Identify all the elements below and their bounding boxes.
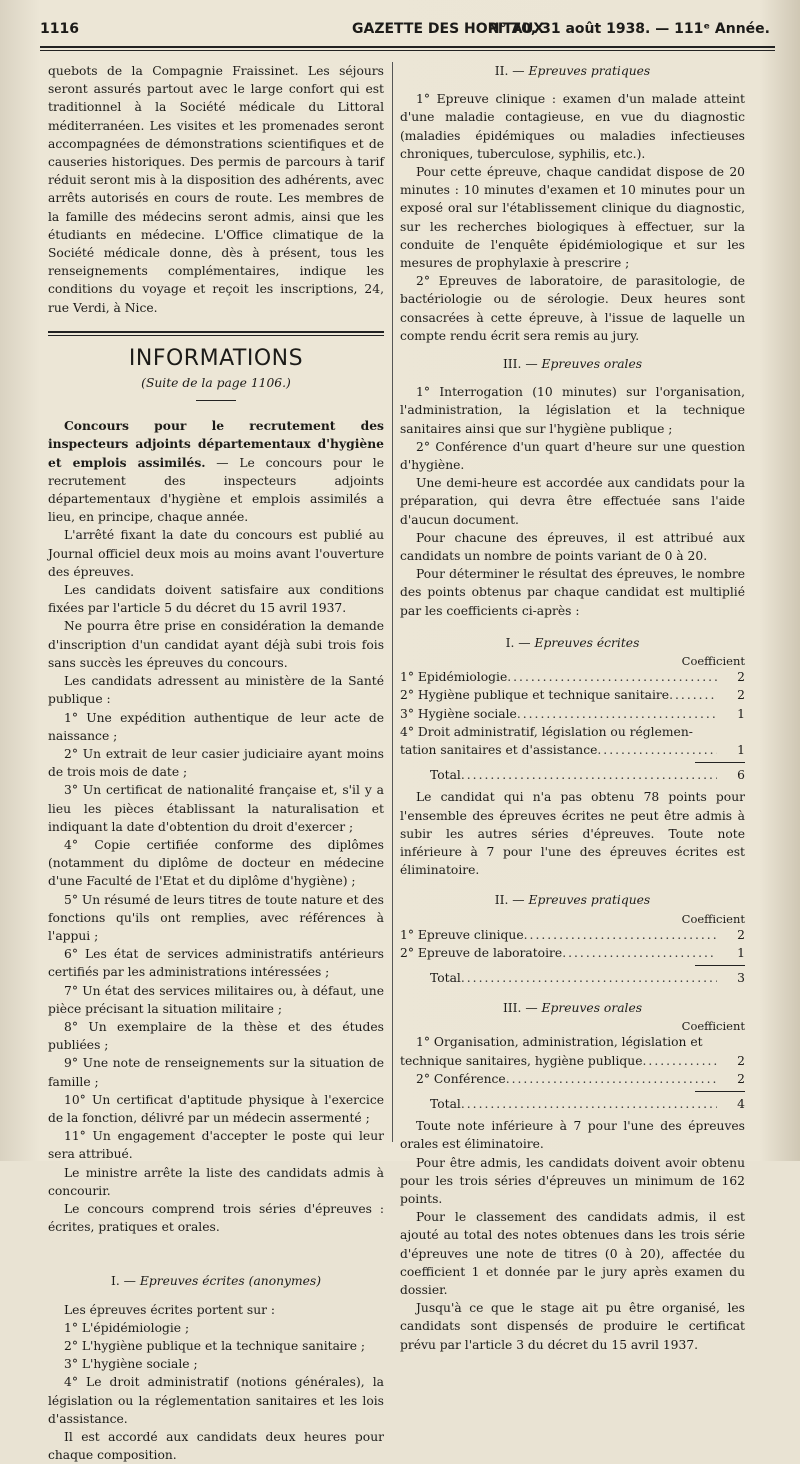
total-rule [695,1091,745,1092]
piece-item: 11° Un engagement d'accepter le poste qui leur sera attribué. [48,1129,384,1162]
table-row [400,926,745,944]
ecrites-item: 1° L'épidémiologie ; [64,1320,190,1335]
page-number: 1116 [40,21,79,37]
concours-title: Concours pour le recrutement des inspecteurs adjoints départementaux d'hygiène et emplois assimilés. [48,418,384,470]
row-label: 3° Hygiène sociale [400,706,517,721]
table-row [400,668,745,686]
paragraph-admis: Pour être admis, les candidats doivent avoir obtenu pour les trois séries d'épreuves un minimum de 162 points. [400,1155,745,1206]
heading-ecrites [48,1272,384,1290]
row-label: 1° Epidémiologie [400,670,508,685]
row-label: tation sanitaires et d'assistance [400,742,598,757]
table-ecrites-heading [400,634,745,652]
heading-orales [400,355,745,373]
table-pratiques-num: II. — [494,893,525,908]
table-orales-heading [400,999,745,1017]
heading-orales-text: Epreuves orales [541,357,643,372]
piece-item: 6° Les état de services administratifs antérieurs certifiés par les administrations intéressées ; [48,947,384,980]
heading-orales-num: III. — [502,357,538,372]
total-label: Total [430,1096,461,1111]
piece-item: 9° Une note de renseignements sur la situation de famille ; [48,1056,384,1089]
row-label: 2° Epreuve de laboratoire [400,945,563,960]
row-coef: 2 [737,1053,745,1068]
paragraph-classement: Pour le classement des candidats admis, il est ajouté au total des notes obtenues dans les trois série d'épreuves une note de titres (0 à 20), affectée du coefficient 1 et donnée par le jury après examen du dossier. [400,1210,745,1297]
concours-text: — Le concours pour le recrutement des inspecteurs adjoints départementaux d'hygiène et emplois assimilés a lieu, en principe, chaque année. [48,455,384,525]
ecrites-item: 3° L'hygiène sociale ; [64,1357,198,1372]
table-pratiques-heading [400,891,745,909]
table-row [400,741,745,759]
intro-paragraph: quebots de la Compagnie Fraissinet. Les séjours seront assurés partout avec le large confort qui est traditionnel à la Société médicale du Littoral méditerranéen. Les visites et les promenades seront accompagnées de démonstrations scientifiques et de causeries historiques. Des permis de parcours à tarif réduit seront mis à la disposition des adhérents, avec arrêts autorisés en cours de route. Les membres de la famille des médecins seront admis, ainsi que les étudiants en médecine. L'Office climatique de la Société médicale donne, dès à présent, tous les renseignements complémentaires, indique les conditions du voyage et reçoit les inscriptions, 24, rue Verdi, à Nice. [48,64,384,315]
paragraph-conference: 2° Conférence d'un quart d'heure sur une question d'hygiène. [400,439,745,473]
heading-ecrites-num: I. — [110,1274,136,1289]
paragraph-demande: Ne pourra être prise en considération la demande d'inscription d'un candidat ayant déjà subi trois fois sans succès les épreuves du concours. [48,619,384,670]
heading-pratiques-num: II. — [494,64,525,78]
paragraph-candidats: Les candidats doivent satisfaire aux conditions fixées par l'article 5 du décret du 15 avril 1937. [48,583,384,616]
heading-pratiques-text: Epreuves pratiques [528,64,651,78]
concours-paragraph [48,417,384,526]
piece-item: 2° Un extrait de leur casier judiciaire ayant moins de trois mois de date ; [48,746,384,780]
leader-dots [524,926,717,944]
table-row [400,1033,745,1051]
leader-dots [597,741,717,759]
row-label: 1° Epreuve clinique [400,927,524,942]
paragraph-ministre: Le ministre arrête la liste des candidats admis à concourir. [48,1165,384,1198]
paragraph-adressent: Les candidats adressent au ministère de la Santé publique : [48,674,384,707]
table-total-row [400,766,745,784]
row-label: technique sanitaires, hygiène publique [400,1053,643,1068]
piece-item: 7° Un état des services militaires ou, à défaut, une pièce précisant la situation militaire ; [48,983,384,1016]
total-value: 6 [737,768,745,783]
right-column [400,62,745,1354]
paragraph-clinique: 1° Epreuve clinique : examen d'un malade atteint d'une maladie contagieuse, en vue du diagnostic (maladies épidémiques ou maladies infectieuses chroniques, tuberculose, syphilis, etc.). [400,92,745,161]
row-label: 2° Conférence [416,1071,506,1086]
piece-item: 5° Un résumé de leurs titres de toute nature et des fonctions qu'ils ont remplies, avec références à l'appui ; [48,892,384,943]
paragraph-stage: Jusqu'à ce que le stage ait pu être organisé, les candidats sont dispensés de produire le certificat prévu par l'article 3 du décret du 15 avril 1937. [400,1301,745,1352]
row-label: 2° Hygiène publique et technique sanitaire [400,688,670,703]
piece-item: 1° Une expédition authentique de leur acte de naissance ; [48,710,384,743]
table-total-row [400,1095,745,1113]
table-row [400,705,745,723]
paragraph-demi-heure: Une demi-heure est accordée aux candidats pour la préparation, qui devra être effectuée sans l'aide d'aucun document. [400,476,745,527]
table-row [400,686,745,704]
table-row [400,1052,745,1070]
heading-ecrites-text: Epreuves écrites (anonymes) [139,1274,322,1289]
leader-dots [517,705,717,723]
paragraph-interrogation: 1° Interrogation (10 minutes) sur l'organisation, l'administration, la législation et la technique sanitaires ainsi que sur l'hygiène publique ; [400,385,745,436]
piece-item: 10° Un certificat d'aptitude physique à l'exercice de la fonction, délivré par un médecin assermenté ; [48,1092,384,1125]
ecrites-item: 4° Le droit administratif (notions générales), la législation ou la réglementation sanitaires et les lois d'assistance. [48,1375,384,1426]
section-subtitle: (Suite de la page 1106.) [141,376,291,391]
leader-dots [461,766,717,784]
short-divider [196,400,236,401]
row-coef: 2 [737,927,745,942]
total-rule [695,762,745,763]
page-header [40,18,770,40]
section-rule-thick [48,331,384,333]
section-rule-thin [48,335,384,336]
coefficient-header: Coefficient [681,1019,745,1034]
leader-dots [506,1070,717,1088]
coefficient-header: Coefficient [681,654,745,669]
coefficient-header: Coefficient [681,911,745,926]
paragraph-arrete: L'arrêté fixant la date du concours est publié au Journal officiel deux mois au moins avant l'ouverture des épreuves. [48,528,384,579]
paragraph-accorde: Il est accordé aux candidats deux heures pour chaque composition. [48,1430,384,1463]
total-label: Total [430,970,461,985]
total-value: 4 [737,1096,745,1111]
leader-dots [669,686,717,704]
leader-dots [507,668,717,686]
total-rule [695,965,745,966]
total-label: Total [430,768,461,783]
piece-item: 4° Copie certifiée conforme des diplômes (notamment du diplôme de docteur en médecine d'une Faculté de l'Etat et du diplôme d'hygiène) ; [48,837,384,889]
column-separator [392,62,393,1142]
paragraph-determiner: Pour déterminer le résultat des épreuves, le nombre des points obtenus par chaque candidat est multiplié par les coefficients ci-après : [400,567,745,618]
issue-info: N° 70, 31 août 1938. — 111ᵉ Année. [487,21,770,37]
row-coef: 2 [737,1071,745,1086]
paragraph-pour-cette: Pour cette épreuve, chaque candidat dispose de 20 minutes : 10 minutes d'examen et 10 minutes pour un exposé oral sur l'établissement clinique du diagnostic, sur les recherches biologiques à effectuer, sur la conduite de l'enquête épidémiologique et sur les mesures de prophylaxie à prescrire ; [400,165,745,271]
left-column [48,62,384,1464]
row-coef: 2 [737,688,745,703]
row-coef: 1 [737,706,745,721]
paragraph-labo: 2° Epreuves de laboratoire, de parasitologie, de bactériologie ou de sérologie. Deux heures sont consacrées à cette épreuve, à l'issue de laquelle un compte rendu écrit sera remis au jury. [400,274,745,343]
table-row [400,944,745,962]
leader-dots [461,969,717,987]
total-value: 3 [737,970,745,985]
header-rule-thick [40,46,775,48]
row-coef: 1 [737,945,745,960]
table-ecrites-num: I. — [505,635,531,650]
table-ecrites-title: Epreuves écrites [534,635,640,650]
table-row [400,1070,745,1088]
journal-title: GAZETTE DES HOPITAUX [352,21,545,37]
piece-item: 8° Un exemplaire de la thèse et des études publiées ; [48,1019,384,1053]
piece-item: 3° Un certificat de nationalité française et, s'il y a lieu les pièces établissant la naturalisation et indiquant la date d'obtention du droit d'exercer ; [48,783,384,834]
table-row [400,723,745,741]
paragraph-pour-chacune: Pour chacune des épreuves, il est attribué aux candidats un nombre de points variant de 0 à 20. [400,530,745,564]
paragraph-comprend: Le concours comprend trois séries d'épreuves : écrites, pratiques et orales. [48,1201,384,1235]
leader-dots [643,1052,718,1070]
leader-dots [461,1095,717,1113]
row-coef: 1 [737,742,745,757]
table-pratiques-title: Epreuves pratiques [528,893,651,908]
table-orales-num: III. — [502,1001,538,1016]
paragraph-orales-note: Toute note inférieure à 7 pour l'une des épreuves orales est éliminatoire. [400,1119,745,1152]
row-label: 1° Organisation, administration, législation et [416,1035,703,1050]
row-coef: 2 [737,670,745,685]
section-title: INFORMATIONS [128,345,304,371]
table-total-row [400,969,745,987]
header-rule-thin [40,50,775,51]
paragraph-portent: Les épreuves écrites portent sur : [64,1302,276,1317]
ecrites-item: 2° L'hygiène publique et la technique sanitaire ; [64,1339,366,1353]
paragraph-78points: Le candidat qui n'a pas obtenu 78 points pour l'ensemble des épreuves écrites ne peut être admis à subir les autres séries d'épreuves. Toute note inférieure à 7 pour l'une des épreuves écrites est éliminatoire. [400,790,745,878]
heading-pratiques [400,62,745,80]
table-orales-title: Epreuves orales [541,1001,643,1016]
leader-dots [562,944,717,962]
row-label: 4° Droit administratif, législation ou réglemen- [400,724,693,739]
